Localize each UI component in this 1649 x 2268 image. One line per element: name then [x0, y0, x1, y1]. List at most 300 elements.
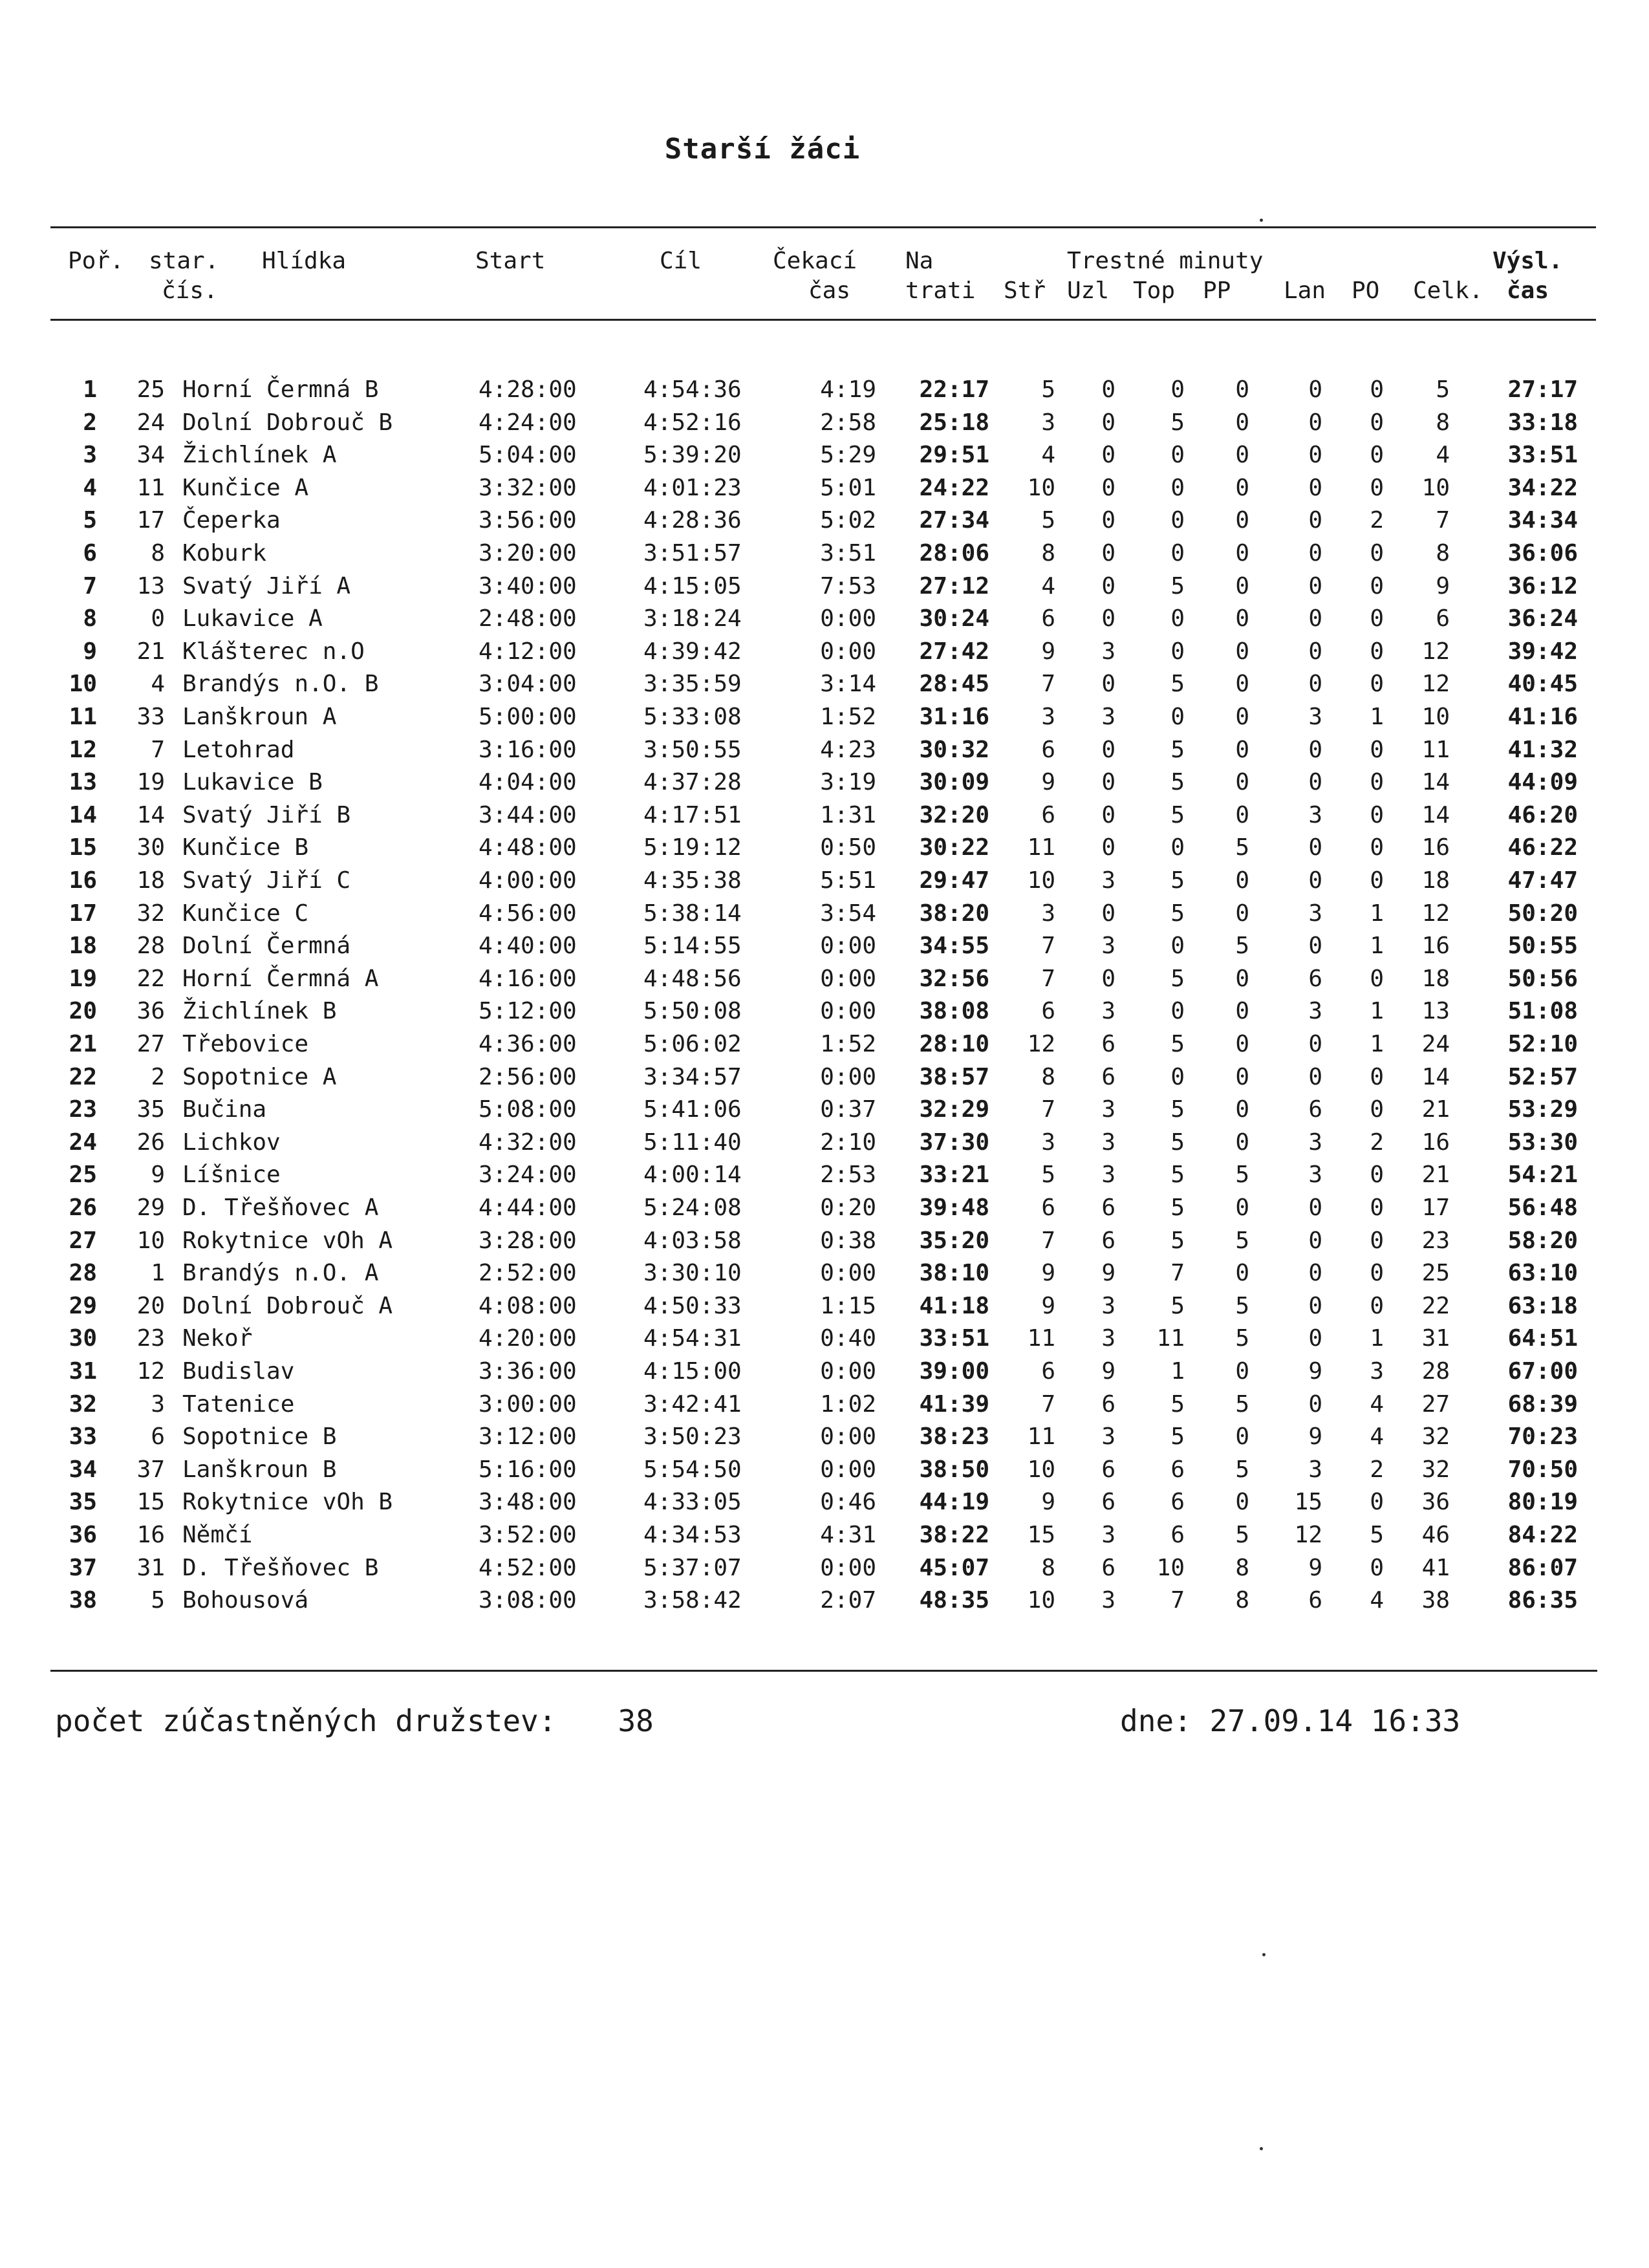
cell-finish-time: 3:18:24	[643, 605, 742, 632]
cell-waiting-time: 1:31	[820, 802, 876, 828]
cell-shooting: 3	[1041, 409, 1055, 436]
cell-topography: 5	[1170, 1293, 1185, 1319]
cell-rope: 12	[1294, 1522, 1322, 1548]
cell-start-number: 15	[136, 1489, 165, 1515]
cell-first-aid: 0	[1235, 442, 1249, 468]
cell-track-time: 35:20	[919, 1227, 989, 1254]
cell-knots: 0	[1101, 376, 1116, 403]
cell-rope: 6	[1308, 966, 1322, 992]
cell-topography: 5	[1170, 409, 1185, 436]
cell-team: Dolní Čermná	[182, 933, 351, 959]
cell-result: 40:45	[1507, 671, 1578, 697]
team-count	[55, 1703, 654, 1738]
header-fire-protection: PO	[1352, 277, 1380, 304]
cell-result: 33:51	[1507, 442, 1578, 468]
cell-first-aid: 0	[1235, 1423, 1249, 1450]
cell-start-number: 32	[136, 900, 165, 927]
header-start: Start	[475, 248, 546, 274]
cell-result: 53:29	[1507, 1096, 1578, 1123]
cell-start-number: 37	[136, 1456, 165, 1483]
header-waiting-time: čas	[808, 277, 851, 304]
header-finish: Cíl	[660, 248, 702, 274]
cell-track-time: 27:42	[919, 638, 989, 665]
cell-shooting: 6	[1041, 998, 1055, 1024]
cell-fire-protection: 0	[1370, 802, 1384, 828]
cell-topography: 5	[1170, 900, 1185, 927]
cell-fire-protection: 0	[1370, 442, 1384, 468]
cell-rope: 0	[1308, 540, 1322, 567]
cell-result: 54:21	[1507, 1161, 1578, 1188]
cell-start-number: 19	[136, 769, 165, 795]
cell-start-number: 6	[151, 1423, 165, 1450]
cell-start-number: 31	[136, 1555, 165, 1581]
cell-finish-time: 4:48:56	[643, 966, 742, 992]
cell-waiting-time: 0:37	[820, 1096, 876, 1123]
cell-fire-protection: 4	[1370, 1391, 1384, 1418]
cell-shooting: 8	[1041, 1064, 1055, 1090]
cell-waiting-time: 0:00	[820, 605, 876, 632]
cell-rope: 6	[1308, 1587, 1322, 1614]
cell-waiting-time: 4:31	[820, 1522, 876, 1548]
cell-finish-time: 4:01:23	[643, 475, 742, 501]
header-start-number: star.	[149, 248, 219, 274]
cell-team: Kunčice A	[182, 475, 309, 501]
header-waiting: Čekací	[773, 248, 857, 274]
cell-finish-time: 4:37:28	[643, 769, 742, 795]
cell-shooting: 4	[1041, 442, 1055, 468]
cell-total: 16	[1421, 1129, 1450, 1156]
cell-result: 63:10	[1507, 1260, 1578, 1286]
cell-topography: 5	[1170, 1423, 1185, 1450]
cell-start-number: 16	[136, 1522, 165, 1548]
cell-shooting: 11	[1027, 1423, 1055, 1450]
cell-start-time: 3:00:00	[479, 1391, 577, 1418]
cell-topography: 0	[1170, 442, 1185, 468]
cell-rope: 0	[1308, 507, 1322, 534]
cell-waiting-time: 0:00	[820, 933, 876, 959]
cell-fire-protection: 2	[1370, 1129, 1384, 1156]
cell-fire-protection: 1	[1370, 1031, 1384, 1057]
cell-fire-protection: 1	[1370, 900, 1384, 927]
cell-knots: 0	[1101, 442, 1116, 468]
cell-fire-protection: 1	[1370, 1325, 1384, 1352]
cell-waiting-time: 5:29	[820, 442, 876, 468]
cell-finish-time: 4:39:42	[643, 638, 742, 665]
cell-topography: 0	[1170, 507, 1185, 534]
cell-team: Koburk	[182, 540, 267, 567]
cell-start-time: 4:32:00	[479, 1129, 577, 1156]
cell-start-number: 4	[151, 671, 165, 697]
cell-total: 25	[1421, 1260, 1450, 1286]
cell-rank: 21	[69, 1031, 97, 1057]
cell-shooting: 7	[1041, 933, 1055, 959]
cell-waiting-time: 0:00	[820, 1260, 876, 1286]
cell-finish-time: 3:51:57	[643, 540, 742, 567]
cell-shooting: 7	[1041, 1227, 1055, 1254]
cell-rank: 16	[69, 867, 97, 894]
cell-topography: 5	[1170, 1129, 1185, 1156]
cell-first-aid: 5	[1235, 834, 1249, 861]
cell-result: 47:47	[1507, 867, 1578, 894]
cell-knots: 9	[1101, 1358, 1116, 1385]
header-on-track: Na	[905, 248, 934, 274]
cell-finish-time: 5:41:06	[643, 1096, 742, 1123]
cell-start-time: 5:16:00	[479, 1456, 577, 1483]
cell-total: 14	[1421, 1064, 1450, 1090]
cell-shooting: 9	[1041, 1489, 1055, 1515]
cell-rope: 3	[1308, 704, 1322, 730]
cell-waiting-time: 0:00	[820, 1555, 876, 1581]
cell-result: 50:20	[1507, 900, 1578, 927]
header-track: trati	[905, 277, 976, 304]
cell-team: Líšnice	[182, 1161, 281, 1188]
cell-track-time: 33:51	[919, 1325, 989, 1352]
cell-waiting-time: 0:00	[820, 1423, 876, 1450]
cell-rope: 3	[1308, 802, 1322, 828]
cell-track-time: 28:06	[919, 540, 989, 567]
cell-finish-time: 5:24:08	[643, 1194, 742, 1221]
cell-rope: 0	[1308, 605, 1322, 632]
cell-result: 64:51	[1507, 1325, 1578, 1352]
cell-first-aid: 0	[1235, 1031, 1249, 1057]
cell-total: 21	[1421, 1161, 1450, 1188]
header-penalty-minutes: Trestné minuty	[1067, 248, 1264, 274]
cell-first-aid: 0	[1235, 409, 1249, 436]
cell-team: Svatý Jiří C	[182, 867, 351, 894]
cell-start-time: 4:28:00	[479, 376, 577, 403]
cell-start-time: 3:44:00	[479, 802, 577, 828]
header-bottom-rule	[50, 319, 1596, 321]
cell-track-time: 32:20	[919, 802, 989, 828]
cell-result: 36:24	[1507, 605, 1578, 632]
cell-shooting: 6	[1041, 802, 1055, 828]
cell-finish-time: 3:35:59	[643, 671, 742, 697]
cell-start-time: 3:40:00	[479, 573, 577, 599]
cell-team: Svatý Jiří B	[182, 802, 351, 828]
cell-fire-protection: 0	[1370, 1194, 1384, 1221]
cell-waiting-time: 1:52	[820, 1031, 876, 1057]
cell-shooting: 9	[1041, 1293, 1055, 1319]
cell-result: 39:42	[1507, 638, 1578, 665]
cell-knots: 6	[1101, 1391, 1116, 1418]
cell-waiting-time: 1:15	[820, 1293, 876, 1319]
cell-rank: 26	[69, 1194, 97, 1221]
cell-team: Rokytnice vOh B	[182, 1489, 393, 1515]
cell-track-time: 41:39	[919, 1391, 989, 1418]
cell-result: 63:18	[1507, 1293, 1578, 1319]
cell-rank: 8	[83, 605, 97, 632]
cell-rank: 15	[69, 834, 97, 861]
cell-start-number: 7	[151, 737, 165, 763]
cell-first-aid: 0	[1235, 475, 1249, 501]
cell-team: Horní Čermná A	[182, 966, 379, 992]
cell-start-number: 30	[136, 834, 165, 861]
cell-topography: 5	[1170, 1391, 1185, 1418]
cell-rope: 0	[1308, 1293, 1322, 1319]
cell-start-time: 5:04:00	[479, 442, 577, 468]
cell-rope: 3	[1308, 1129, 1322, 1156]
cell-first-aid: 0	[1235, 540, 1249, 567]
cell-result: 46:20	[1507, 802, 1578, 828]
cell-track-time: 39:00	[919, 1358, 989, 1385]
cell-first-aid: 5	[1235, 1522, 1249, 1548]
cell-total: 41	[1421, 1555, 1450, 1581]
cell-result: 67:00	[1507, 1358, 1578, 1385]
cell-finish-time: 4:54:36	[643, 376, 742, 403]
cell-result: 58:20	[1507, 1227, 1578, 1254]
cell-rope: 0	[1308, 409, 1322, 436]
cell-first-aid: 8	[1235, 1555, 1249, 1581]
scan-speck	[1260, 219, 1263, 222]
cell-team: Žichlínek A	[182, 442, 337, 468]
cell-result: 50:56	[1507, 966, 1578, 992]
cell-first-aid: 0	[1235, 966, 1249, 992]
cell-rope: 3	[1308, 900, 1322, 927]
cell-start-number: 36	[136, 998, 165, 1024]
cell-track-time: 48:35	[919, 1587, 989, 1614]
cell-finish-time: 4:35:38	[643, 867, 742, 894]
cell-rank: 34	[69, 1456, 97, 1483]
cell-finish-time: 3:58:42	[643, 1587, 742, 1614]
cell-start-number: 28	[136, 933, 165, 959]
cell-topography: 11	[1156, 1325, 1185, 1352]
cell-finish-time: 5:50:08	[643, 998, 742, 1024]
cell-knots: 3	[1101, 998, 1116, 1024]
cell-rank: 19	[69, 966, 97, 992]
cell-rank: 3	[83, 442, 97, 468]
cell-team: Lukavice B	[182, 769, 323, 795]
cell-total: 8	[1436, 540, 1450, 567]
cell-total: 23	[1421, 1227, 1450, 1254]
cell-team: Sopotnice A	[182, 1064, 337, 1090]
cell-shooting: 9	[1041, 638, 1055, 665]
cell-finish-time: 3:50:55	[643, 737, 742, 763]
cell-first-aid: 0	[1235, 900, 1249, 927]
cell-first-aid: 0	[1235, 605, 1249, 632]
cell-team: Kunčice C	[182, 900, 309, 927]
cell-first-aid: 0	[1235, 1096, 1249, 1123]
cell-rank: 38	[69, 1587, 97, 1614]
cell-total: 11	[1421, 737, 1450, 763]
cell-start-number: 11	[136, 475, 165, 501]
cell-waiting-time: 0:00	[820, 638, 876, 665]
cell-shooting: 7	[1041, 966, 1055, 992]
cell-track-time: 41:18	[919, 1293, 989, 1319]
cell-result: 50:55	[1507, 933, 1578, 959]
cell-first-aid: 0	[1235, 769, 1249, 795]
cell-start-number: 9	[151, 1161, 165, 1188]
cell-rank: 20	[69, 998, 97, 1024]
cell-rope: 3	[1308, 1456, 1322, 1483]
cell-start-number: 14	[136, 802, 165, 828]
cell-fire-protection: 3	[1370, 1358, 1384, 1385]
cell-rope: 0	[1308, 376, 1322, 403]
cell-finish-time: 5:54:50	[643, 1456, 742, 1483]
cell-rank: 10	[69, 671, 97, 697]
cell-shooting: 5	[1041, 507, 1055, 534]
cell-fire-protection: 0	[1370, 1293, 1384, 1319]
cell-result: 70:23	[1507, 1423, 1578, 1450]
cell-finish-time: 4:54:31	[643, 1325, 742, 1352]
cell-rank: 6	[83, 540, 97, 567]
cell-knots: 0	[1101, 900, 1116, 927]
cell-waiting-time: 2:10	[820, 1129, 876, 1156]
cell-team: Lichkov	[182, 1129, 281, 1156]
cell-team: Třebovice	[182, 1031, 309, 1057]
cell-rope: 0	[1308, 834, 1322, 861]
cell-start-number: 18	[136, 867, 165, 894]
cell-start-time: 4:44:00	[479, 1194, 577, 1221]
cell-first-aid: 0	[1235, 671, 1249, 697]
cell-result: 52:10	[1507, 1031, 1578, 1057]
cell-rank: 28	[69, 1260, 97, 1286]
cell-total: 32	[1421, 1423, 1450, 1450]
cell-first-aid: 0	[1235, 638, 1249, 665]
cell-first-aid: 5	[1235, 1227, 1249, 1254]
cell-finish-time: 4:34:53	[643, 1522, 742, 1548]
cell-rank: 33	[69, 1423, 97, 1450]
cell-start-time: 4:12:00	[479, 638, 577, 665]
cell-shooting: 11	[1027, 834, 1055, 861]
header-topography: Top	[1133, 277, 1176, 304]
cell-result: 80:19	[1507, 1489, 1578, 1515]
cell-shooting: 5	[1041, 1161, 1055, 1188]
cell-topography: 5	[1170, 671, 1185, 697]
cell-start-time: 2:56:00	[479, 1064, 577, 1090]
cell-waiting-time: 1:02	[820, 1391, 876, 1418]
cell-start-time: 3:08:00	[479, 1587, 577, 1614]
cell-rank: 32	[69, 1391, 97, 1418]
cell-rank: 17	[69, 900, 97, 927]
cell-topography: 0	[1170, 1064, 1185, 1090]
cell-total: 38	[1421, 1587, 1450, 1614]
cell-rank: 14	[69, 802, 97, 828]
cell-start-time: 4:00:00	[479, 867, 577, 894]
cell-total: 8	[1436, 409, 1450, 436]
cell-waiting-time: 4:23	[820, 737, 876, 763]
cell-topography: 0	[1170, 475, 1185, 501]
cell-fire-protection: 2	[1370, 507, 1384, 534]
header-team: Hlídka	[262, 248, 347, 274]
cell-topography: 5	[1170, 966, 1185, 992]
cell-finish-time: 5:06:02	[643, 1031, 742, 1057]
cell-topography: 0	[1170, 376, 1185, 403]
cell-rope: 3	[1308, 1161, 1322, 1188]
header-top-rule	[50, 226, 1596, 228]
cell-knots: 0	[1101, 507, 1116, 534]
cell-rope: 3	[1308, 998, 1322, 1024]
cell-waiting-time: 0:50	[820, 834, 876, 861]
cell-start-number: 5	[151, 1587, 165, 1614]
cell-track-time: 29:47	[919, 867, 989, 894]
cell-shooting: 7	[1041, 1096, 1055, 1123]
cell-total: 4	[1436, 442, 1450, 468]
cell-shooting: 7	[1041, 671, 1055, 697]
cell-fire-protection: 0	[1370, 1096, 1384, 1123]
cell-track-time: 27:34	[919, 507, 989, 534]
cell-fire-protection: 4	[1370, 1587, 1384, 1614]
cell-knots: 3	[1101, 933, 1116, 959]
cell-shooting: 7	[1041, 1391, 1055, 1418]
cell-first-aid: 5	[1235, 1391, 1249, 1418]
cell-rope: 0	[1308, 933, 1322, 959]
cell-rank: 11	[69, 704, 97, 730]
cell-topography: 6	[1170, 1522, 1185, 1548]
cell-knots: 6	[1101, 1489, 1116, 1515]
cell-knots: 3	[1101, 1129, 1116, 1156]
cell-topography: 5	[1170, 1031, 1185, 1057]
cell-result: 33:18	[1507, 409, 1578, 436]
cell-waiting-time: 0:00	[820, 998, 876, 1024]
cell-rank: 37	[69, 1555, 97, 1581]
cell-first-aid: 0	[1235, 376, 1249, 403]
cell-topography: 6	[1170, 1489, 1185, 1515]
cell-knots: 6	[1101, 1031, 1116, 1057]
cell-rope: 0	[1308, 867, 1322, 894]
cell-total: 5	[1436, 376, 1450, 403]
cell-topography: 5	[1170, 737, 1185, 763]
cell-shooting: 6	[1041, 1194, 1055, 1221]
cell-result: 36:06	[1507, 540, 1578, 567]
cell-start-number: 10	[136, 1227, 165, 1254]
header-number: čís.	[162, 277, 218, 304]
cell-start-time: 4:40:00	[479, 933, 577, 959]
cell-fire-protection: 0	[1370, 1260, 1384, 1286]
cell-topography: 5	[1170, 769, 1185, 795]
cell-result: 27:17	[1507, 376, 1578, 403]
cell-rank: 2	[83, 409, 97, 436]
cell-waiting-time: 3:51	[820, 540, 876, 567]
cell-topography: 7	[1170, 1260, 1185, 1286]
cell-finish-time: 4:00:14	[643, 1161, 742, 1188]
cell-team: Lanškroun B	[182, 1456, 337, 1483]
cell-first-aid: 0	[1235, 1129, 1249, 1156]
cell-result: 68:39	[1507, 1391, 1578, 1418]
cell-waiting-time: 0:38	[820, 1227, 876, 1254]
cell-rank: 18	[69, 933, 97, 959]
cell-team: D. Třešňovec A	[182, 1194, 379, 1221]
cell-waiting-time: 0:00	[820, 1456, 876, 1483]
cell-finish-time: 5:14:55	[643, 933, 742, 959]
cell-total: 24	[1421, 1031, 1450, 1057]
cell-total: 10	[1421, 704, 1450, 730]
cell-start-number: 2	[151, 1064, 165, 1090]
cell-waiting-time: 5:01	[820, 475, 876, 501]
cell-start-time: 3:24:00	[479, 1161, 577, 1188]
cell-shooting: 4	[1041, 573, 1055, 599]
cell-total: 12	[1421, 671, 1450, 697]
cell-result: 86:35	[1507, 1587, 1578, 1614]
cell-waiting-time: 2:58	[820, 409, 876, 436]
cell-first-aid: 5	[1235, 1325, 1249, 1352]
cell-shooting: 8	[1041, 1555, 1055, 1581]
cell-rank: 5	[83, 507, 97, 534]
cell-result: 53:30	[1507, 1129, 1578, 1156]
cell-rank: 24	[69, 1129, 97, 1156]
cell-topography: 0	[1170, 704, 1185, 730]
cell-topography: 1	[1170, 1358, 1185, 1385]
cell-total: 12	[1421, 900, 1450, 927]
cell-track-time: 24:22	[919, 475, 989, 501]
cell-knots: 0	[1101, 966, 1116, 992]
cell-rank: 7	[83, 573, 97, 599]
cell-fire-protection: 0	[1370, 1064, 1384, 1090]
cell-team: Brandýs n.O. A	[182, 1260, 379, 1286]
header-shooting: Stř	[1004, 277, 1046, 304]
cell-fire-protection: 0	[1370, 605, 1384, 632]
cell-fire-protection: 0	[1370, 540, 1384, 567]
team-count-value: 38	[618, 1703, 654, 1738]
